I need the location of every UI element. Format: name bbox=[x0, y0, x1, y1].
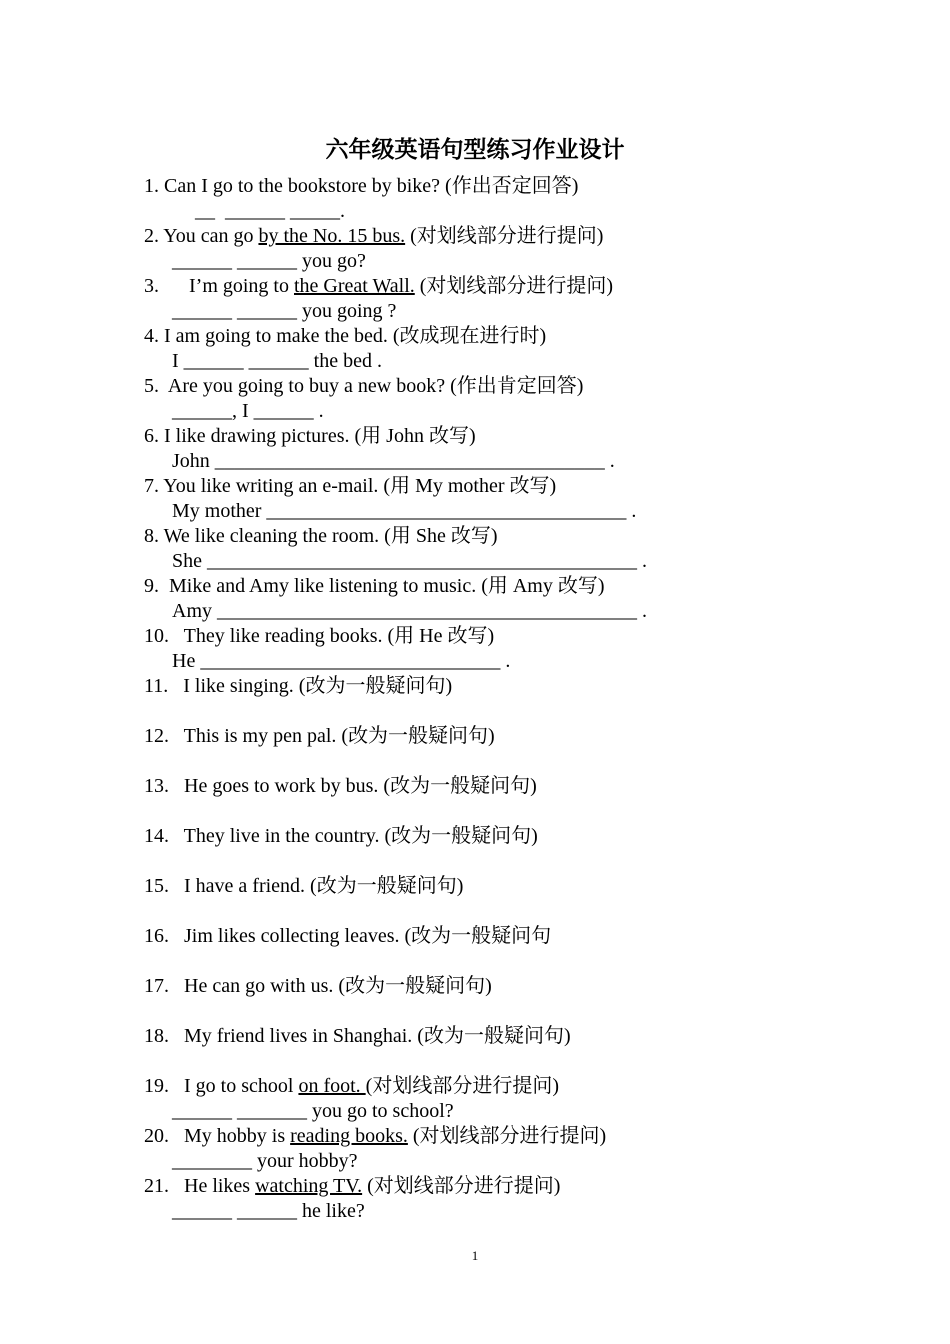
question-text: (对划线部分进行提问) bbox=[362, 1175, 561, 1197]
question-text: (对划线部分进行提问) bbox=[405, 225, 604, 247]
question-text: 9. Mike and Amy like listening to music. (用 Amy 改写) bbox=[144, 575, 605, 597]
underlined-phrase: by the No. 15 bus. bbox=[258, 225, 406, 247]
question-text: 12. This is my pen pal. (改为一般疑问句) bbox=[144, 725, 495, 747]
question-12 bbox=[144, 724, 495, 749]
underlined-phrase: watching TV. bbox=[255, 1175, 363, 1197]
question-text: 2. You can go bbox=[144, 225, 259, 247]
question-5 bbox=[144, 374, 583, 399]
question-3 bbox=[144, 274, 613, 299]
question-text: 7. You like writing an e-mail. (用 My mother 改写) bbox=[144, 475, 557, 497]
question-text: 1. Can I go to the bookstore by bike? (作出否定回答) bbox=[144, 175, 579, 197]
question-16 bbox=[144, 924, 551, 949]
question-text: 5. Are you going to buy a new book? (作出肯定回答) bbox=[144, 375, 584, 397]
underlined-phrase: the Great Wall. bbox=[294, 275, 415, 297]
question-text: 11. I like singing. (改为一般疑问句) bbox=[144, 675, 453, 697]
question-7 bbox=[144, 474, 556, 499]
question-text: 18. My friend lives in Shanghai. (改为一般疑问句) bbox=[144, 1025, 571, 1047]
question-6 bbox=[144, 424, 476, 449]
question-8 bbox=[144, 524, 498, 549]
question-text: 15. I have a friend. (改为一般疑问句) bbox=[144, 875, 464, 897]
answer-line-3: ______ ______ you going ? bbox=[172, 300, 397, 322]
question-9 bbox=[144, 574, 605, 599]
underlined-phrase: on foot. bbox=[298, 1075, 366, 1097]
answer-line-20: ________ your hobby? bbox=[172, 1150, 358, 1172]
question-10 bbox=[144, 624, 494, 649]
answer-line-5: ______, I ______ . bbox=[172, 400, 324, 422]
question-text: 4. I am going to make the bed. (改成现在进行时) bbox=[144, 325, 547, 347]
question-13 bbox=[144, 774, 537, 799]
question-text: 19. I go to school bbox=[144, 1075, 299, 1097]
answer-line-9: Amy __________________________________________ . bbox=[172, 600, 647, 622]
answer-line-4: I ______ ______ the bed . bbox=[172, 350, 382, 372]
question-text: 6. I like drawing pictures. (用 John 改写) bbox=[144, 425, 476, 447]
question-14 bbox=[144, 824, 538, 849]
answer-line-19: ______ _______ you go to school? bbox=[172, 1100, 454, 1122]
question-text: 10. They like reading books. (用 He 改写) bbox=[144, 625, 495, 647]
question-text: 3. I’m going to bbox=[144, 275, 294, 297]
question-text: 8. We like cleaning the room. (用 She 改写) bbox=[144, 525, 498, 547]
question-text: 17. He can go with us. (改为一般疑问句) bbox=[144, 975, 492, 997]
question-text: (对划线部分进行提问) bbox=[365, 1075, 559, 1097]
answer-line-2: ______ ______ you go? bbox=[172, 250, 366, 272]
question-text: (对划线部分进行提问) bbox=[414, 275, 614, 297]
underlined-phrase: reading books. bbox=[290, 1125, 408, 1147]
question-text: 21. He likes bbox=[144, 1175, 256, 1197]
answer-line-10: He ______________________________ . bbox=[172, 650, 511, 672]
page-number: 1 bbox=[471, 1248, 479, 1263]
document-title: 六年级英语句型练习作业设计 bbox=[325, 137, 625, 162]
answer-line-7: My mother ____________________________________ . bbox=[172, 500, 637, 522]
question-21 bbox=[144, 1174, 560, 1199]
question-20 bbox=[144, 1124, 606, 1149]
question-17 bbox=[144, 974, 492, 999]
question-15 bbox=[144, 874, 463, 899]
question-text: 20. My hobby is bbox=[144, 1125, 291, 1147]
question-text: 16. Jim likes collecting leaves. (改为一般疑问句 bbox=[144, 925, 552, 947]
answer-line-6: John _______________________________________ . bbox=[172, 450, 615, 472]
answer-line-1: __ ______ _____. bbox=[195, 200, 345, 222]
question-text: 14. They live in the country. (改为一般疑问句) bbox=[144, 825, 538, 847]
question-18 bbox=[144, 1024, 571, 1049]
question-11 bbox=[144, 674, 452, 699]
question-19 bbox=[144, 1074, 559, 1099]
question-1 bbox=[144, 174, 578, 199]
question-4 bbox=[144, 324, 546, 349]
answer-line-21: ______ ______ he like? bbox=[172, 1200, 365, 1222]
question-2 bbox=[144, 224, 603, 249]
question-text: (对划线部分进行提问) bbox=[407, 1125, 607, 1147]
question-text: 13. He goes to work by bus. (改为一般疑问句) bbox=[144, 775, 537, 797]
answer-line-8: She ___________________________________________ . bbox=[172, 550, 647, 572]
